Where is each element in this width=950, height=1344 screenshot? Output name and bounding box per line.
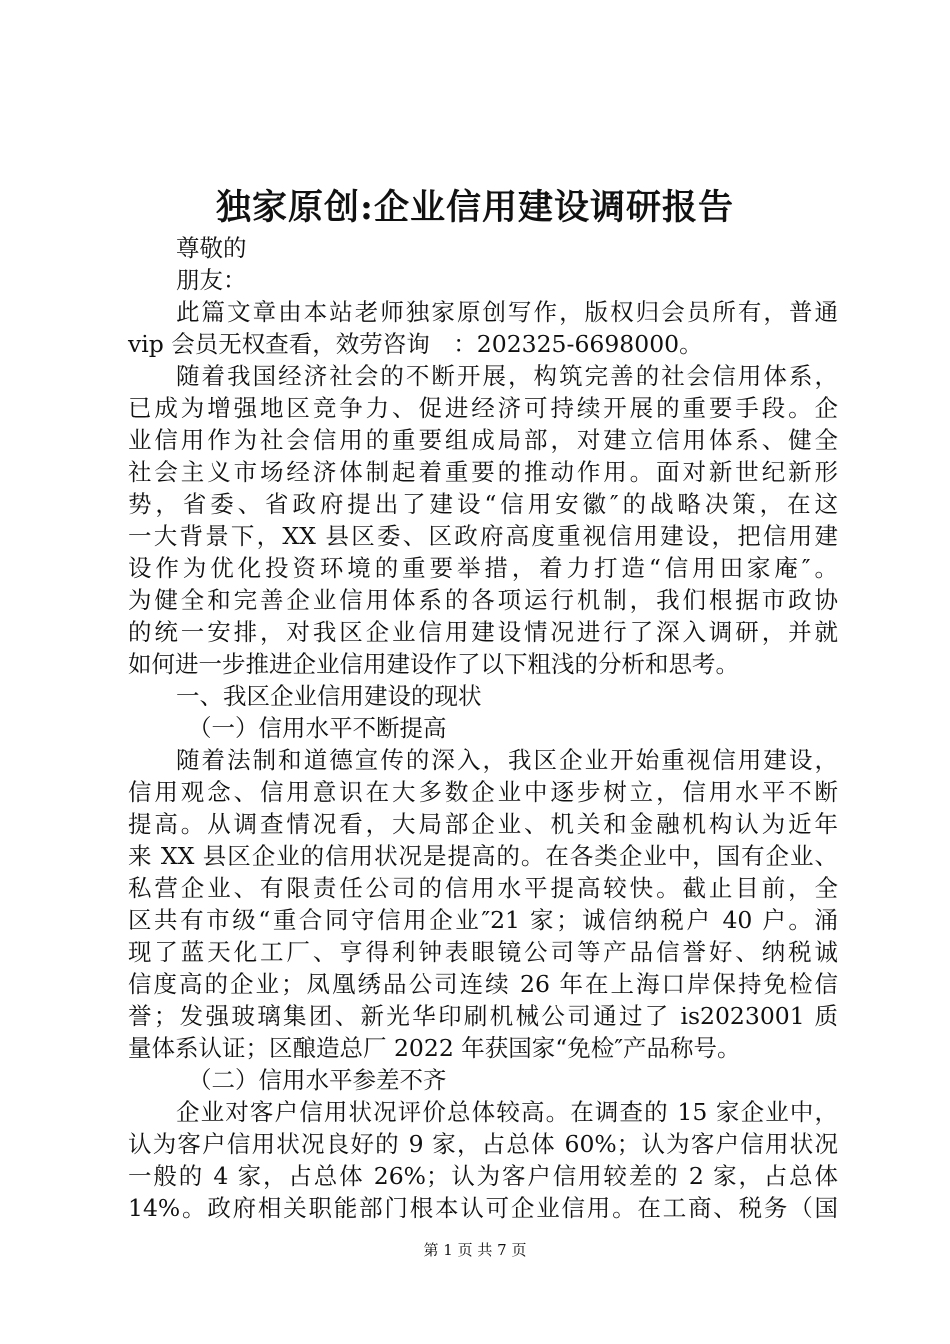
paragraph-line: 已成为增强地区竞争力、促进经济可持续开展的重要手段。企 (128, 394, 838, 422)
paragraph-line: 为健全和完善企业信用体系的各项运行机制，我们根据市政协 (128, 586, 838, 614)
salutation-line: 尊敬的 (176, 234, 247, 262)
paragraph-line: 信用观念、信用意识在大多数企业中逐步树立，信用水平不断 (128, 778, 838, 806)
subsection-heading: （二）信用水平参差不齐 (188, 1066, 447, 1094)
document-title: 独家原创:企业信用建设调研报告 (216, 187, 734, 228)
paragraph-line: 社会主义市场经济体制起着重要的推动作用。面对新世纪新形 (128, 458, 838, 486)
paragraph-line: 私营企业、有限责任公司的信用水平提高较快。截止目前，全 (128, 874, 838, 902)
paragraph-line: 设作为优化投资环境的重要举措，着力打造“信用田家庵″。 (128, 554, 838, 582)
paragraph-line: 14%。政府相关职能部门根本认可企业信用。在工商、税务（国 (128, 1194, 838, 1222)
paragraph-line: 的统一安排，对我区企业信用建设情况进行了深入调研，并就 (128, 618, 838, 646)
paragraph-line: 业信用作为社会信用的重要组成局部，对建立信用体系、健全 (128, 426, 838, 454)
page-number: 第 1 页 共 7 页 (423, 1241, 527, 1259)
paragraph-line: 现了蓝天化工厂、亨得利钟表眼镜公司等产品信誉好、纳税诚 (128, 938, 838, 966)
paragraph-line: 一般的 4 家，占总体 26%；认为客户信用较差的 2 家，占总体 (128, 1162, 838, 1190)
paragraph-line: 区共有市级“重合同守信用企业″21 家；诚信纳税户 40 户。涌 (128, 906, 838, 934)
document-body (128, 232, 838, 1224)
paragraph-line: 认为客户信用状况良好的 9 家，占总体 60%；认为客户信用状况 (128, 1130, 838, 1158)
paragraph-line: 一大背景下，XX 县区委、区政府高度重视信用建设，把信用建 (128, 522, 838, 550)
paragraph-line: 誉；发强玻璃集团、新光华印刷机械公司通过了 is2023001 质 (128, 1002, 838, 1030)
paragraph-line: 企业对客户信用状况评价总体较高。在调查的 15 家企业中， (176, 1098, 838, 1126)
paragraph-line: 来 XX 县区企业的信用状况是提高的。在各类企业中，国有企业、 (128, 842, 838, 870)
paragraph-line: 势，省委、省政府提出了建设“信用安徽″的战略决策，在这 (128, 490, 838, 518)
paragraph-line: 如何进一步推进企业信用建设作了以下粗浅的分析和思考。 (128, 650, 739, 678)
subsection-heading: （一）信用水平不断提高 (188, 714, 447, 742)
paragraph-line: 此篇文章由本站老师独家原创写作，版权归会员所有，普通 (176, 298, 838, 326)
paragraph-line: vip 会员无权查看，效劳咨询 ：202325-6698000。 (128, 330, 703, 358)
section-heading: 一、我区企业信用建设的现状 (176, 682, 482, 710)
paragraph-line: 信度高的企业；凤凰绣品公司连续 26 年在上海口岸保持免检信 (128, 970, 838, 998)
paragraph-line: 提高。从调查情况看，大局部企业、机关和金融机构认为近年 (128, 810, 838, 838)
salutation-line: 朋友： (176, 266, 247, 294)
paragraph-line: 随着法制和道德宣传的深入，我区企业开始重视信用建设， (176, 746, 838, 774)
paragraph-line: 量体系认证；区酿造总厂 2022 年获国家“免检″产品称号。 (128, 1034, 741, 1062)
paragraph-line: 随着我国经济社会的不断开展，构筑完善的社会信用体系， (176, 362, 838, 390)
